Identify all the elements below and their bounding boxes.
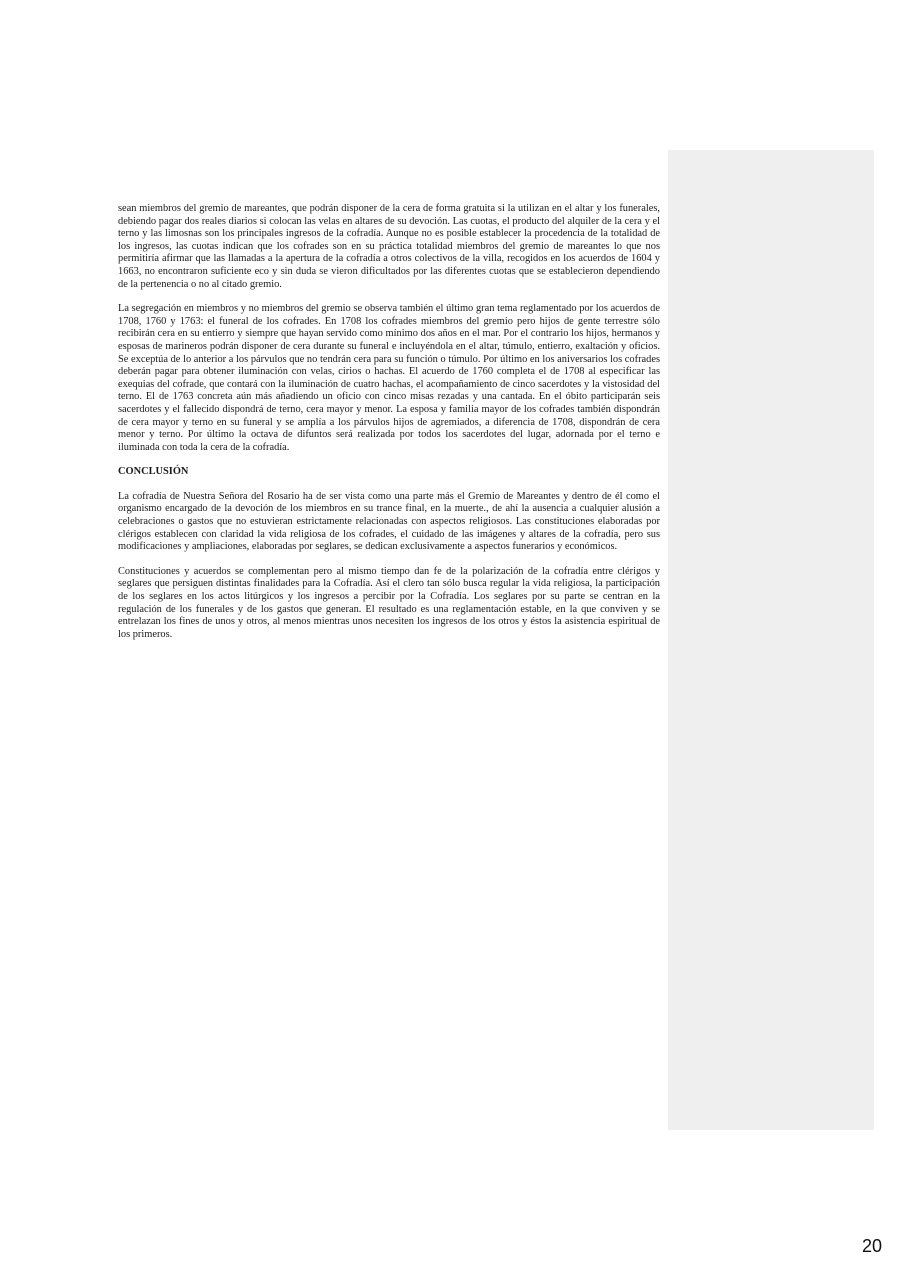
body-paragraph-1: sean miembros del gremio de mareantes, que podrán disponer de la cera de forma gratuita si la utilizan en el altar y los funerales, debiendo pagar dos reales diarios si colocan las velas en altares de su devoción. Las cuotas, el producto del alquiler de la cera y el terno y las limosnas son los principales ingresos de la cofradía. Aunque no es posible establecer la procedencia de la totalidad de los ingresos, las cuotas indican que los cofrades son en su práctica totalidad miembros del gremio de mareantes lo que nos permitiría afirmar que las llamadas a la apertura de la cofradía a otros colectivos de la villa, recogidos en los acuerdos de 1604 y 1663, no encontraron suficiente eco y sin duda se vieron dificultados por las diferentes cuotas que se establecieron dependiendo de la pertenencia o no al citado gremio. [118, 203, 660, 290]
document-body [118, 203, 660, 641]
section-heading-conclusion: CONCLUSIÓN [118, 466, 189, 478]
comment-margin-panel [668, 150, 874, 1130]
page-number: 20 [861, 1236, 882, 1256]
body-paragraph-4: Constituciones y acuerdos se complementan pero al mismo tiempo dan fe de la polarización de la cofradía entre clérigos y seglares que persiguen distintas finalidades para la Cofradía. Así el clero tan sólo busca regular la vida religiosa, la participación de los seglares en los actos litúrgicos y los ingresos a percibir por la Cofradía. Los seglares por su parte se centran en la regulación de los funerales y de los gastos que generan. El resultado es una reglamentación estable, en la que conviven y se entrelazan los fines de unos y otros, al menos mientras unos necesiten los ingresos de los otros y éstos la asistencia espiritual de los primeros. [118, 565, 660, 640]
body-paragraph-2: La segregación en miembros y no miembros del gremio se observa también el último gran tema reglamentado por los acuerdos de 1708, 1760 y 1763: el funeral de los cofrades. En 1708 los cofrades miembros del gremio pero hijos de gente terrestre sólo recibirán cera en su entierro y siempre que hayan servido como mínimo dos años en el mar. Por el contrario los hijos, hermanos y esposas de marineros podrán disponer de cera durante su funeral e incluyéndola en el altar, túmulo, entierro, exaltación y oficios. Se exceptúa de lo anterior a los párvulos que no tendrán cera para su función o túmulo. Por último en los aniversarios los cofrades deberán pagar para obtener iluminación con velas, cirios o hachas. El acuerdo de 1760 completa el de 1708 al especificar las exequias del cofrade, que contará con la iluminación de cuatro hachas, el acompañamiento de cinco sacerdotes y la vistosidad del terno. El de 1763 concreta aún más añadiendo un oficio con cinco misas rezadas y una cantada. En el óbito participarán seis sacerdotes y el fallecido dispondrá de terno, cera mayor y menor. La esposa y familia mayor de los cofrades también dispondrán de cera mayor y terno en su funeral y se amplía a los párvulos hijos de agremiados, a diferencia de 1708, dispondrán de cera menor y terno. Por último la octava de difuntos será realizada por todos los sacerdotes del lugar, adornada por el terno e iluminada con toda la cera de la cofradía. [118, 303, 660, 453]
body-paragraph-3: La cofradía de Nuestra Señora del Rosario ha de ser vista como una parte más el Gremio de Mareantes y dentro de él como el organismo encargado de la devoción de los miembros en su trance final, en la muerte., de ahí la ausencia a cualquier alusión a celebraciones o gastos que no estuvieran estrictamente relacionadas con aspectos religiosos. Las constituciones elaboradas por clérigos establecen con claridad la vida religiosa de los cofrades, el cuidado de las imágenes y altares de la cofradía, pero sus modificaciones y ampliaciones, elaboradas por seglares, se dedican exclusivamente a aspectos funerarios y económicos. [118, 490, 660, 553]
